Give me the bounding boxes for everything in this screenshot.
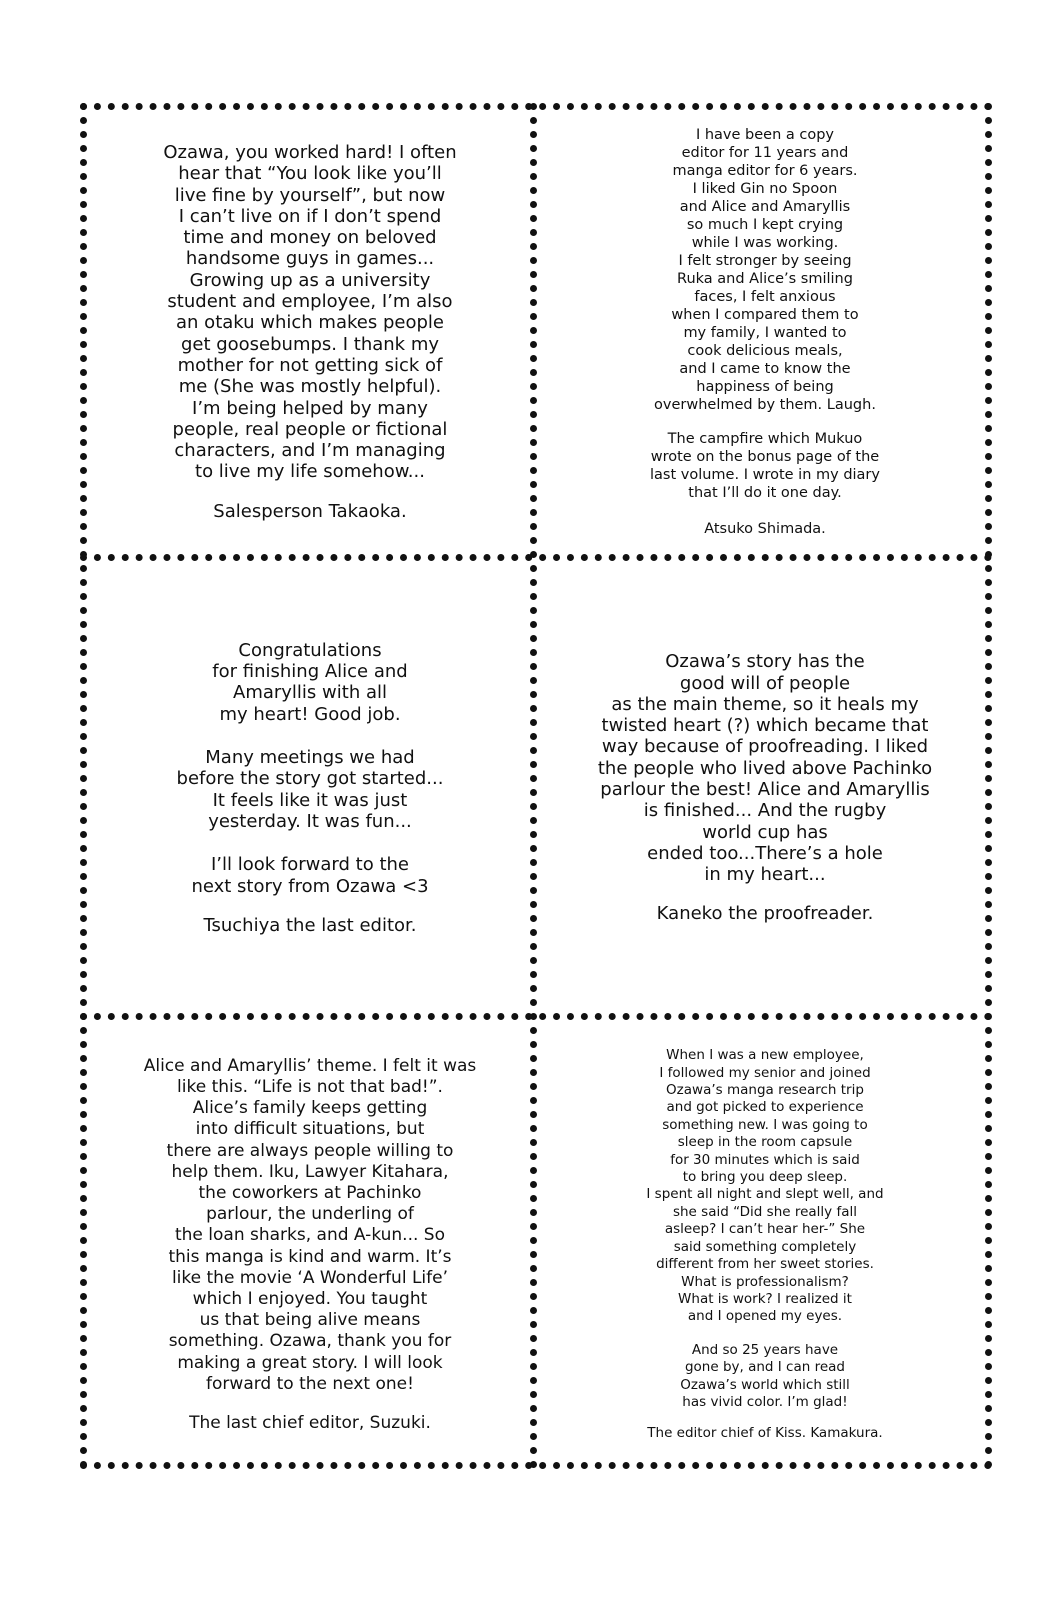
message-text: Alice and Amaryllis’ theme. I felt it was like this. “Life is not that bad!”. Alice’s family keeps getting into difficult situations, but there are always people willing to help them. Iku, Lawyer Kitahara, the coworkers at Pachinko parlour, the underling of the loan sharks, and A-kun... So this manga is kind and warm. It’s like the movie ‘A Wonderful Life’ which I enjoyed. You taught us that being alive means something. Ozawa, thank you for making a great story. I will look forward to the next one! — [143, 1055, 477, 1394]
message-text-secondary: And so 25 years have gone by, and I can read Ozawa’s world which still has vivid color. I’m glad! — [680, 1341, 850, 1410]
dotted-divider-horizontal-top — [80, 554, 992, 561]
message-text: Congratulations for finishing Alice and Amaryllis with all my heart! Good job. — [212, 639, 408, 725]
message-text-secondary: Many meetings we had before the story got started... It feels like it was just yesterday. It was fun... — [176, 747, 444, 832]
message-proofreader — [545, 570, 985, 1006]
message-text: Ozawa’s story has the good will of people as the main theme, so it heals my twisted heart (?) which became that way because of proofreading. I liked the people who lived above Pachinko parlour the best! Alice and Amaryllis is finished... And the rugby world cup has ended too...There’s a hole in my heart... — [597, 651, 933, 886]
message-signature: Kaneko the proofreader. — [656, 903, 874, 925]
message-kiss-editor — [545, 1028, 985, 1462]
message-copy-editor — [545, 118, 985, 546]
message-text-secondary: The campfire which Mukuo wrote on the bonus page of the last volume. I wrote in my diary that I’ll do it one day. — [650, 431, 880, 501]
message-text: Ozawa, you worked hard! I often hear that “You look like you’ll live fine by yourself”, but now I can’t live on if I don’t spend time and money on beloved handsome guys in games... Growing up as a university student and employee, I’m also an otaku which makes people get goosebumps. I thank my mother for not getting sick of me (She was mostly helpful). I’m being helped by many people, real people or fictional characters, and I’m managing to live my life somehow... — [163, 141, 457, 483]
message-last-editor — [95, 570, 525, 1006]
dotted-divider-vertical — [530, 103, 537, 1469]
dotted-divider-horizontal-bottom — [80, 1013, 992, 1020]
message-signature: Tsuchiya the last editor. — [203, 914, 417, 936]
message-text: I have been a copy editor for 11 years and manga editor for 6 years. I liked Gin no Spoon and Alice and Amaryllis so much I kept crying while I was working. I felt stronger by seeing Ruka and Alice’s smiling faces, I felt anxious when I compared them to my family, I wanted to cook delicious meals, and I came to know the happiness of being overwhelmed by them. Laugh. — [654, 127, 876, 413]
message-chief-editor — [95, 1028, 525, 1462]
message-text-tertiary: I’ll look forward to the next story from Ozawa <3 — [191, 854, 429, 897]
message-salesperson — [95, 118, 525, 546]
message-signature: The last chief editor, Suzuki. — [189, 1413, 431, 1434]
message-signature: The editor chief of Kiss. Kamakura. — [647, 1425, 883, 1442]
message-signature: Atsuko Shimada. — [704, 521, 826, 537]
message-text: When I was a new employee, I followed my senior and joined Ozawa’s manga research trip and got picked to experience something new. I was going to sleep in the room capsule for 30 minutes which is said to bring you deep sleep. I spent all night and slept well, and she said “Did she really fall asleep? I can’t hear her-” She said something completely different from her sweet stories. What is professionalism? What is work? I realized it and I opened my eyes. — [646, 1047, 884, 1325]
message-signature: Salesperson Takaoka. — [213, 500, 407, 522]
